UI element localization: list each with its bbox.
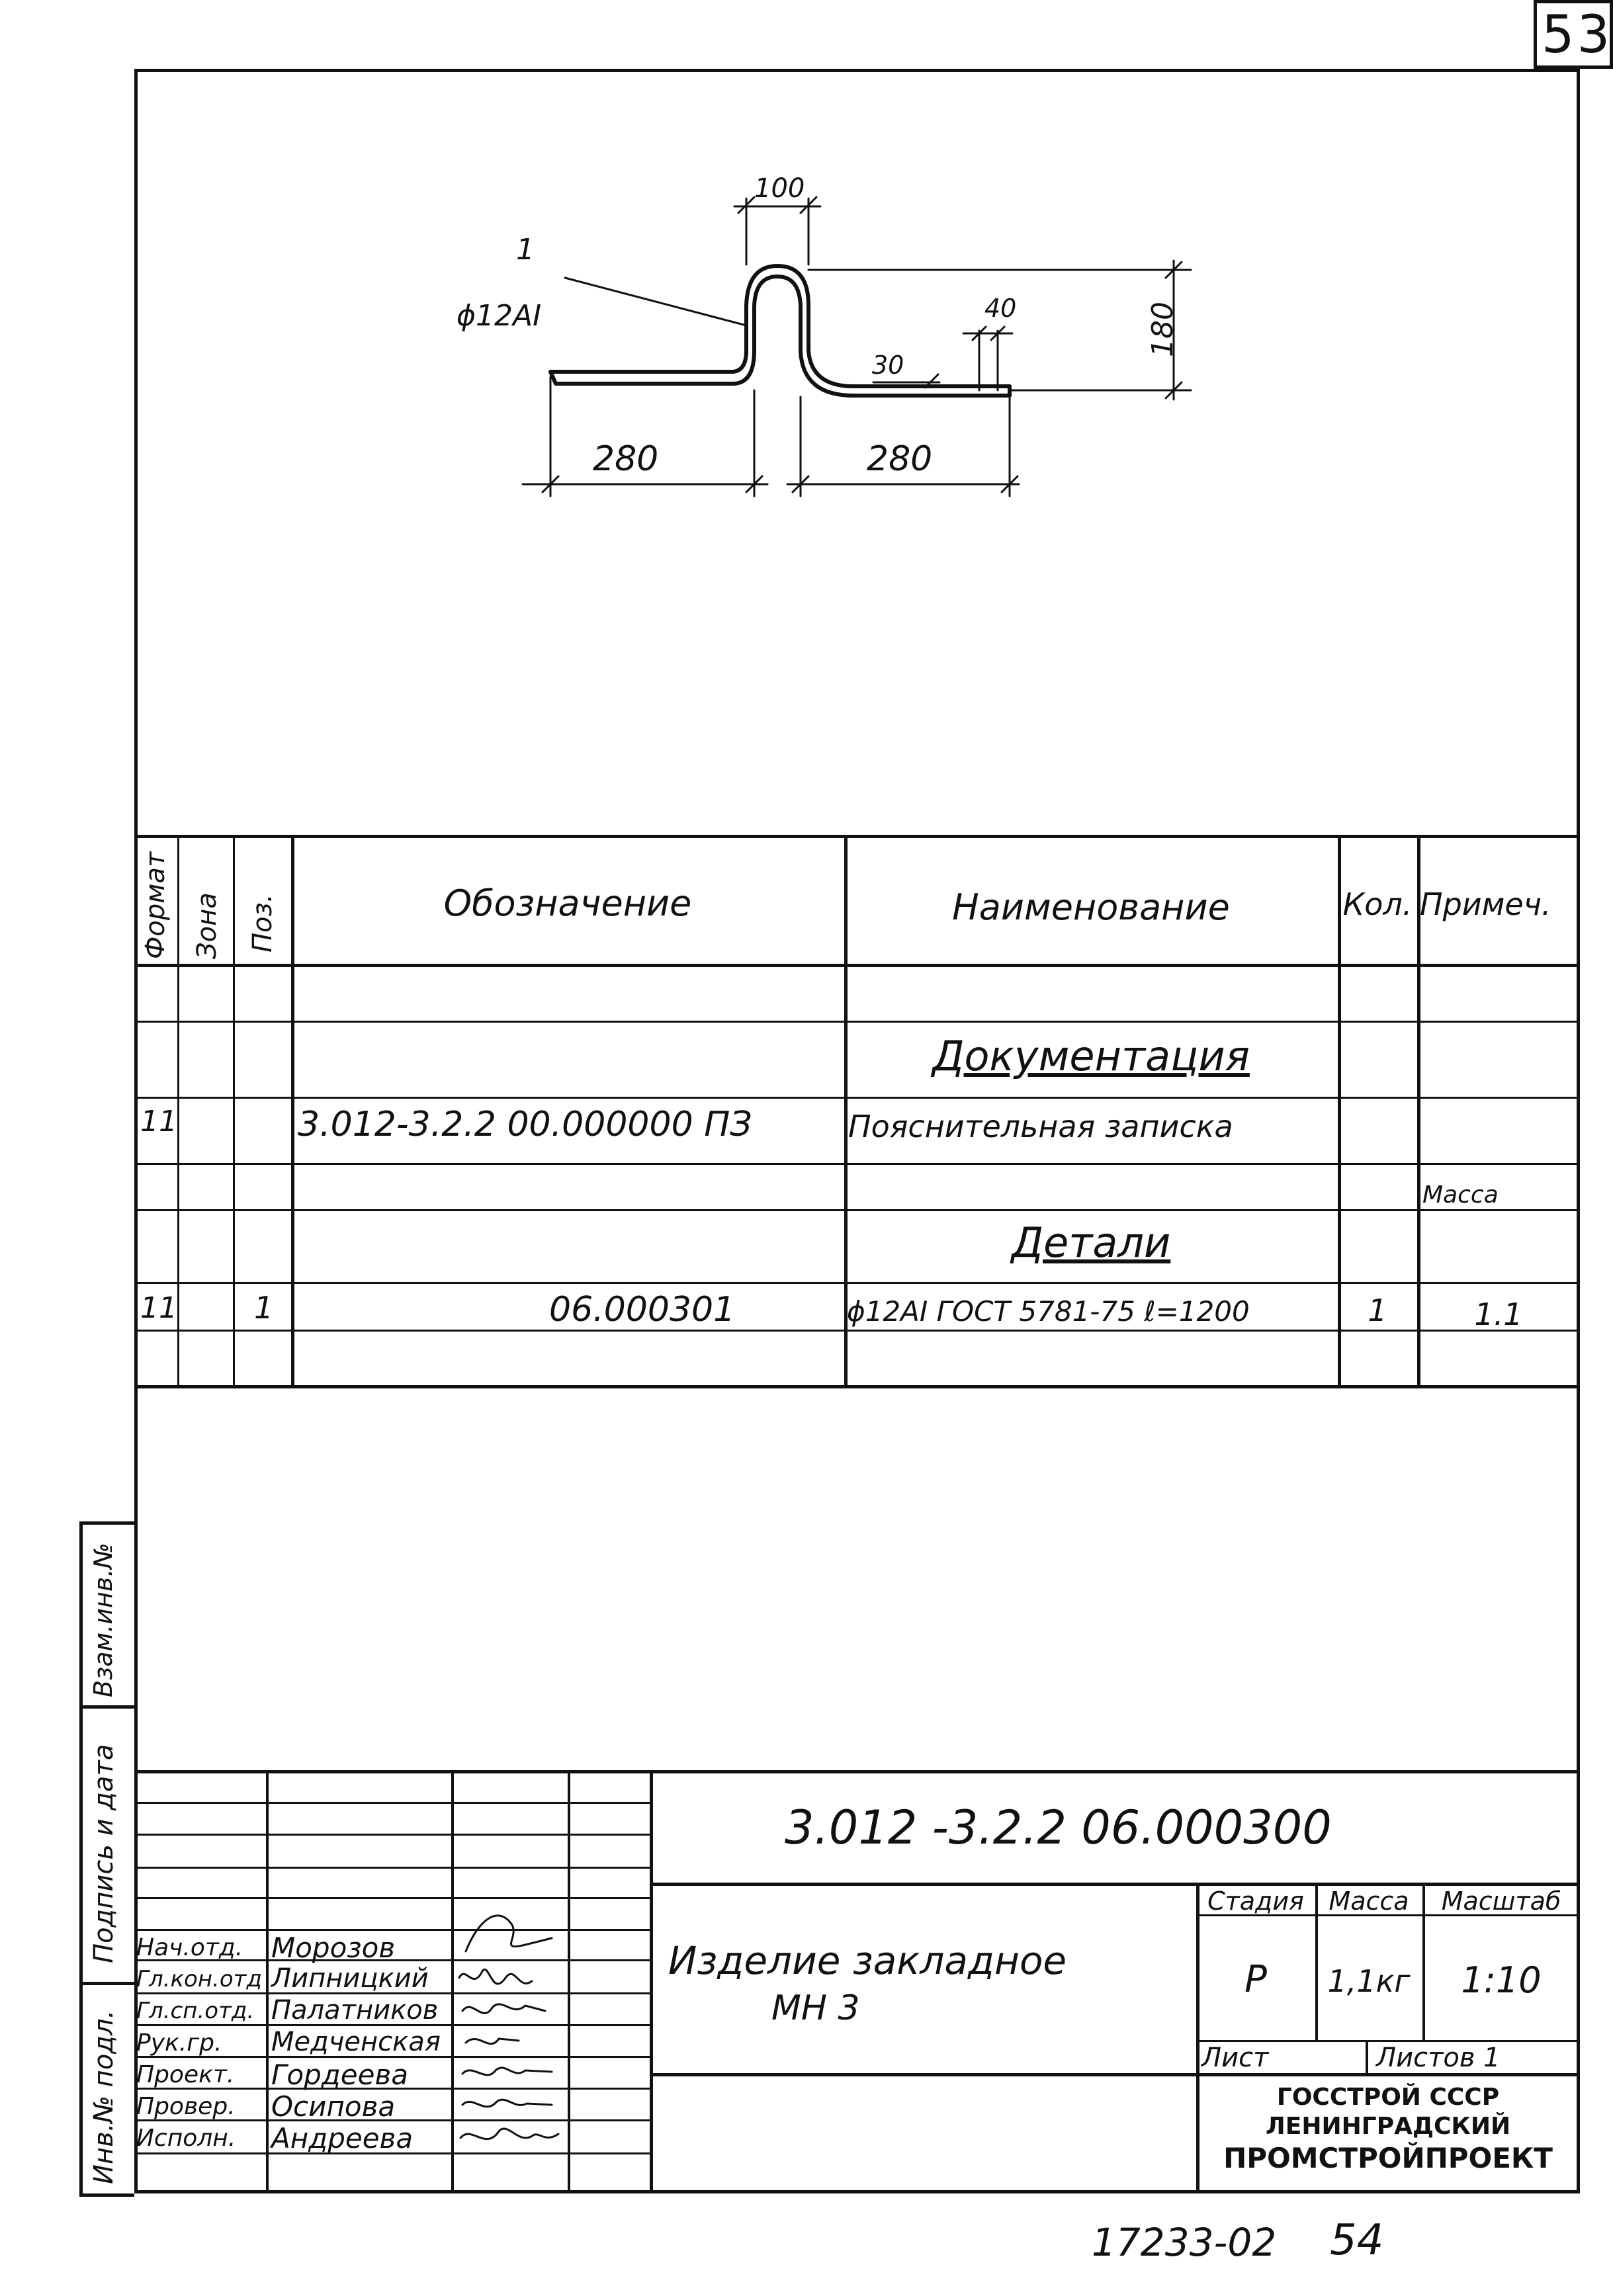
row-doc-format: 11 [140, 1105, 177, 1138]
name-3: Медченская [271, 2027, 441, 2057]
row-detail-qty: 1 [1368, 1293, 1387, 1328]
signature-1 [459, 1969, 532, 1984]
name-0: Морозов [271, 1932, 396, 1964]
mass-value: 1,1кг [1327, 1963, 1411, 1999]
name-6: Андреева [271, 2122, 414, 2154]
signatures-svg [453, 1892, 568, 2193]
role-1: Гл.кон.отд [136, 1966, 262, 1992]
bottom-code: 17233-02 [1092, 2220, 1277, 2265]
row-doc-name: Пояснительная записка [848, 1109, 1233, 1144]
signature-2 [462, 2004, 545, 2014]
leader-bar-label: ϕ12AI [457, 299, 542, 333]
signature-4 [462, 2068, 552, 2075]
dim-top-label: 100 [754, 173, 805, 204]
role-0: Нач.отд. [136, 1934, 243, 1961]
dim-left-label: 280 [593, 439, 659, 479]
role-2: Гл.сп.отд. [136, 1998, 255, 2024]
stage-label: Стадия [1207, 1887, 1304, 1916]
header-qty: Кол. [1342, 886, 1413, 922]
title-line2: МН 3 [771, 1988, 860, 2028]
dim-small-a-label: 40 [984, 294, 1017, 323]
org-line2: ЛЕНИНГРАДСКИЙ [1265, 2113, 1511, 2140]
header-designation: Обозначение [443, 882, 692, 924]
role-4: Проект. [136, 2061, 235, 2088]
org-line3: ПРОМСТРОЙПРОЕКТ [1223, 2142, 1553, 2174]
stage-value: Р [1244, 1958, 1267, 2001]
title-line1: Изделие закладное [668, 1938, 1067, 1983]
header-name: Наименование [952, 886, 1230, 928]
sheets-label: Листов 1 [1376, 2043, 1501, 2073]
signature-0 [466, 1916, 552, 1951]
role-3: Рук.гр. [136, 2029, 222, 2057]
section-documentation: Документация [932, 1032, 1250, 1080]
name-1: Липницкий [271, 1963, 429, 1994]
header-pos: Поз. [247, 894, 278, 953]
scale-label: Масштаб [1441, 1887, 1561, 1916]
role-5: Провер. [136, 2093, 236, 2120]
row-detail-pos: 1 [254, 1290, 274, 1326]
name-2: Палатников [271, 1995, 439, 2025]
doc-code: 3.012 -3.2.2 06.000300 [785, 1801, 1332, 1855]
signature-3 [466, 2039, 519, 2044]
name-4: Гордеева [271, 2059, 408, 2091]
dim-height-label: 180 [1146, 302, 1180, 357]
dim-right-label: 280 [867, 439, 933, 479]
scale-value: 1:10 [1461, 1959, 1542, 2001]
signature-6 [460, 2129, 558, 2139]
sheet-number: 53 [1542, 5, 1613, 65]
side-label-inv: Инв.№ подл. [89, 2010, 119, 2184]
header-format: Формат [140, 851, 171, 959]
bar-outline-inner [556, 276, 1010, 396]
row-detail-format: 11 [140, 1291, 177, 1325]
leader-line [565, 278, 746, 325]
mass-note: Масса [1422, 1181, 1499, 1209]
section-details: Детали [1011, 1218, 1171, 1267]
row-detail-name: ϕ12AI ГОСТ 5781-75 ℓ=1200 [847, 1295, 1250, 1328]
leader-position-label: 1 [516, 233, 535, 267]
row-detail-note: 1.1 [1474, 1297, 1523, 1332]
row-doc-designation: 3.012-3.2.2 00.000000 ПЗ [298, 1105, 752, 1144]
header-zone: Зона [192, 892, 222, 959]
org-line1: ГОССТРОЙ СССР [1276, 2084, 1500, 2111]
sheet-label: Лист [1201, 2043, 1269, 2073]
name-5: Осипова [271, 2090, 396, 2123]
bottom-page: 54 [1330, 2216, 1384, 2265]
bar-outline [550, 266, 1010, 386]
row-detail-designation: 06.000301 [549, 1290, 736, 1330]
bar-drawing [134, 69, 1580, 532]
side-label-podpis: Подпись и дата [89, 1744, 119, 1963]
header-note: Примеч. [1420, 886, 1551, 922]
signature-5 [462, 2100, 552, 2107]
side-label-vzam: Взам.инв.№ [89, 1543, 118, 1697]
dim-small-b-label: 30 [872, 351, 904, 380]
mass-label: Масса [1329, 1887, 1409, 1916]
role-6: Исполн. [136, 2125, 236, 2152]
